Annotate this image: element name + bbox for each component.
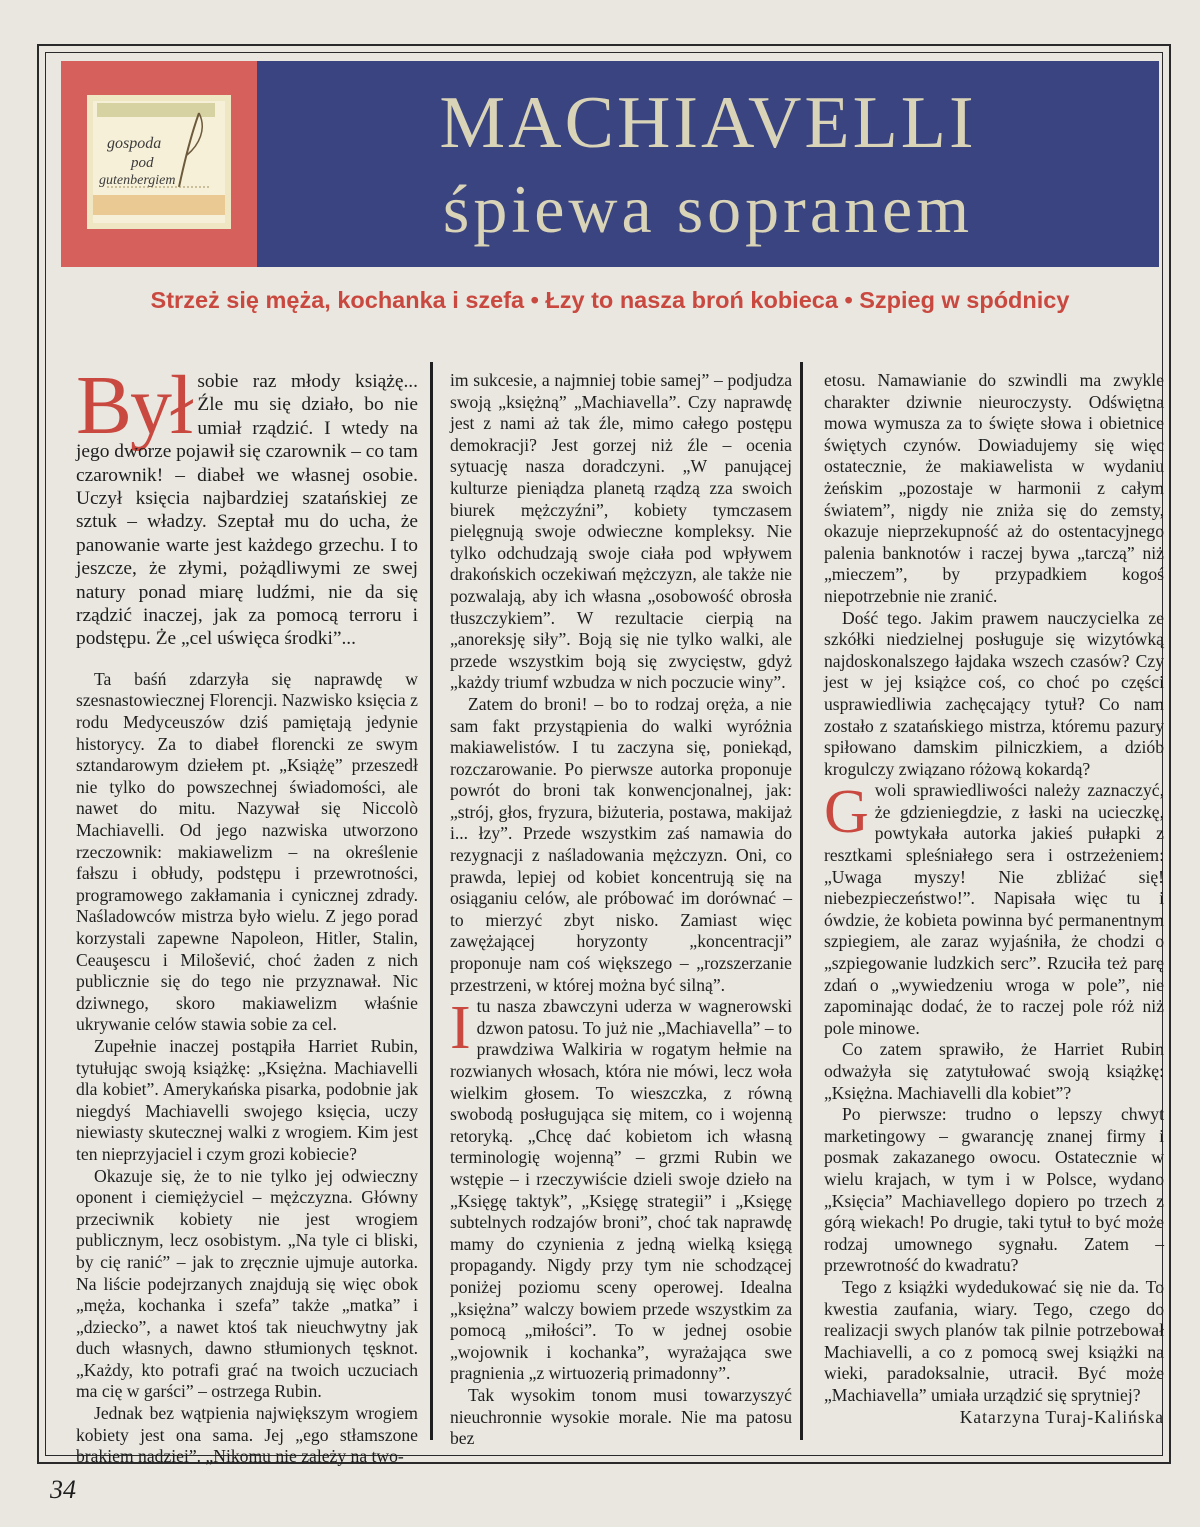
logo-word-2: pod: [131, 155, 154, 171]
paragraph-text: tu nasza zbawczyni uderza w wagnerowski dzwon patosu. To już nie „Machiavella” – to prawdziwa Walkiria w rogatym hełmie na rozwianych włosach, która nie mówi, lecz woła wielkim głosem. To wieszczka, z równą swobodą posługująca się mitem, co i wojenną retoryką. „Chcę dać kobietom ich własną terminologię wojenną” – grzmi Rubin we wstępie – i rzeczywiście dzieli swoje dzieło na „Księgę taktyk”, „Księgę strategii” i „Księgę subtelnych rodzajów broni”, choć tak naprawdę mamy do czynienia z jedną wielką księgą propagandy. Nigdy przy tym nie schodzącej poniżej poziomu sceny operowej. Idealna „księżna” walczy bowiem przede wszystkim za pomocą „miłości”. To w jednej osobie „wojownik i kochanka”, wyrażająca swe pragnienia „z wirtuozerią primadonny”.: [450, 996, 792, 1384]
paragraph: Tak wysokim tonom musi towarzyszyć nieuchronnie wysokie morale. Nie ma patosu bez: [450, 1384, 792, 1449]
paragraph-dropcap: G: [824, 778, 869, 847]
paragraph: Zatem do broni! – bo to rodzaj oręża, a nie sam fakt przystąpienia do walki wyróżnia makiawelistów. I tu zaczyna się, poniekąd, rozczarowanie. Po pierwsze autorka proponuje powrót do broni tak konwencjonalnej, jak: „strój, głos, fryzura, biżuteria, postawa, makijaż i... łzy”. Przede wszystkim zaś namawia do rezygnacji z naśladowania mężczyzn. Oni, co prawda, lepiej od kobiet koncentrują się na osiąganiu celów, ale próbować im dorównać – to mierzyć zbyt nisko. Zamiast więc zawężającej horyzonty „koncentracji” proponuje nam coś większego – „rozszerzanie przestrzeni, w której można być silną”.: [450, 693, 792, 995]
lead-text: sobie raz młody książę... Źle mu się działo, bo nie umiał rządzić. I wtedy na jego dworze pojawił się czarownik – co tam czarownik! – diabeł we własnej osobie. Uczył księcia najbardziej szatańskiej ze sztuk – władzy. Szeptał mu do ucha, że panowanie warte jest każdego grzechu. I to jeszcze, że złymi, pożądliwymi ze swej natury ponad miarę ludźmi, nie da się rządzić inaczej, jak za pomocą terroru i podstępu. Że „cel uświęca środki”...: [76, 371, 418, 650]
logo-word-1: gospoda: [107, 135, 162, 152]
author-byline: Katarzyna Turaj-Kalińska: [959, 1406, 1164, 1427]
page-number: 34: [50, 1475, 76, 1504]
article-subtitle: Strzeż się męża, kochanka i szefa • Łzy to nasza broń kobieca • Szpieg w spódnicy: [150, 287, 1070, 313]
article-column-3: [824, 370, 1164, 1428]
paragraph: [450, 996, 792, 1385]
article-title: [257, 83, 1159, 251]
column-divider-1: [430, 362, 433, 1440]
column-divider-2: [800, 362, 803, 1440]
logo-word-3: gutenbergiem: [99, 173, 176, 188]
paragraph: Okazuje się, że to nie tylko jej odwieczny oponent i ciemiężyciel – mężczyzna. Główny przeciwnik kobiety nie jest wrogiem publicznym, lecz osobistym. „Na tyle ci bliski, by cię ranić” – jak to zręcznie ujmuje autorka. Na liście podejrzanych znajdują się więc obok „męża, kochanka i szefa” także „matka” i „dziecko”, a nawet ktoś tak nieuchwytny jak duch własnych, dawno stłumionych tęsknot. „Każdy, kto potrafi grać na twoich uczuciach ma cię w garści” – ostrzega Rubin.: [76, 1165, 418, 1402]
lead-paragraph: [76, 359, 418, 651]
article-column-1: [76, 359, 418, 1468]
header-banner: [61, 61, 1159, 267]
paragraph: Ta baśń zdarzyła się naprawdę w szesnastowiecznej Florencji. Nazwisko księcia z rodu Medyceuszów dziś pamiętają jedynie historycy. Za to diabeł florencki ze swym sztandarowym dziełem pt. „Książę” przeszedł nie tylko do powszechnej świadomości, ale nawet do mitu. Nazywał się Niccolò Machiavelli. Od jego nazwiska utworzono rzeczownik: makiawelizm – na określenie fałszu i obłudy, podstępu i przewrotności, programowego zakłamania i cynicznej zdrady. Naśladowców mistrza było wielu. Z jego porad korzystali zapewne Napoleon, Hitler, Stalin, Ceauşescu i Milošević, choć żaden z nich publicznie się do tego nie przyznawał. Nic dziwnego, skoro makiawelizm właśnie ukrywanie celów stawia sobie za cel.: [76, 668, 418, 1035]
paragraph: Po pierwsze: trudno o lepszy chwyt marketingowy – gwarancję znanej firmy i posmak zakazanego owocu. Ostatecznie w wielu krajach, w tym i w Polsce, wydano „Księcia” Machiavellego dopiero po trzech z górą wiekach! Po drugie, taki tytuł to być może rodzaj umownego sygnału. Zatem – przewrotność do kwadratu?: [824, 1104, 1164, 1276]
title-line-2: śpiewa sopranem: [442, 171, 974, 247]
paragraph: [824, 780, 1164, 1039]
paragraph: etosu. Namawianie do szwindli ma zwykle charakter dziwnie nieuroczysty. Odświętna mowa wymusza za to święte słowa i obietnice świętych czynów. Dowiadujemy się więc ostatecznie, że makiawelista w wydaniu żeńskim „pozostaje w harmonii z całym światem”, nigdy nie zniża się do zemsty, okazuje nieprzekupność aż do ostentacyjnego palenia banknotów i raczej bywa „tarczą” niż „mieczem”, by przypadkiem kogoś niepotrzebnie nie zranić.: [824, 370, 1164, 606]
paragraph: Zupełnie inaczej postąpiła Harriet Rubin, tytułując swoją książkę: „Księżna. Machiavelli dla kobiet”. Amerykańska pisarka, podobnie jak niegdyś Machiavelli swojego księcia, uczy niewiasty skutecznej walki z wrogiem. Kim jest ten nieprzyjaciel i czym grozi kobiecie?: [76, 1035, 418, 1164]
paragraph: Co zatem sprawiło, że Harriet Rubin odważyła się zatytułować swoją książkę: „Księżna. Machiavelli dla kobiet”?: [824, 1039, 1164, 1103]
title-line-1: MACHIAVELLI: [439, 82, 977, 164]
paragraph: Tego z książki wydedukować się nie da. To kwestia zaufania, wiary. Tego, czego do realizacji swych planów tak pilnie potrzebował Machiavelli, a co z pomocą swej książki na wieki, paradoksalnie, utracił. Być może „Machiavella” umiała urządzić się sprytniej?: [824, 1276, 1164, 1405]
logo-card: [87, 95, 231, 229]
paragraph: Dość tego. Jakim prawem nauczycielka ze szkółki niedzielnej posługuje się wizytówką najdoskonalszego łajdaka wszech czasów? Czy jest w jej książce coś, co choć po części usprawiedliwia zachęcający tytuł? Co nam zostało z szatańskiego mistrza, któremu pazury spiłowano damskim pilniczkiem, a dziób krogulczy związano różową kokardą?: [824, 607, 1164, 779]
lead-dropcap: Był: [76, 359, 192, 452]
paragraph: im sukcesie, a najmniej tobie samej” – podjudza swoją „księżną” „Machiavella”. Czy naprawdę jest z nami aż tak źle, mimo całego postępu demokracji? Jest gorzej niż źle – ocenia sytuację nasza doradczyni. „W panującej kulturze pieniądza planetą rządzą zza swoich biurek mężczyźni”, kobiety tymczasem pielęgnują swoje odwieczne kompleksy. Nie tylko odchudzają swoje ciała pod wpływem drakońskich oczekiwań mężczyzn, ale także nie pozwalają, aby ich własna „osobowość obrosła tłuszczykiem”. W rezultacie cierpią na „anoreksję siły”. Boją się nie tylko walki, ale przede wszystkim boją się zwycięstw, gdyż „każdy triumf wzbudza w nich poczucie winy”.: [450, 370, 792, 693]
logo-block: [61, 61, 257, 267]
quill-pen-icon: [87, 95, 231, 229]
article-column-2: [450, 370, 792, 1450]
paragraph-text: woli sprawiedliwości należy zaznaczyć, że gdzieniegdzie, z łaski na ucieczkę, powtykała autorka jakieś pułapki z resztkami spleśniałego sera i ostrzeżeniem: „Uwaga myszy! Nie zbliżać się! niebezpieczeństwo!”. Napisała więc tu i ówdzie, że kobieta powinna być permanentnym szpiegiem, ale zaraz wyjaśniła, że chodzi o „szpiegowanie ludzkich serc”. Rzuciła też parę zdań o „wywiedzeniu wroga w pole”, nie zapominając dodać, że to raczej pole róż niż pole minowe.: [824, 780, 1164, 1038]
paragraph: Jednak bez wątpienia największym wrogiem kobiety jest ona sama. Jej „ego stłamszone brakiem nadziei”. „Nikomu nie zależy na two-: [76, 1403, 418, 1467]
paragraph-dropcap: I: [450, 994, 471, 1063]
